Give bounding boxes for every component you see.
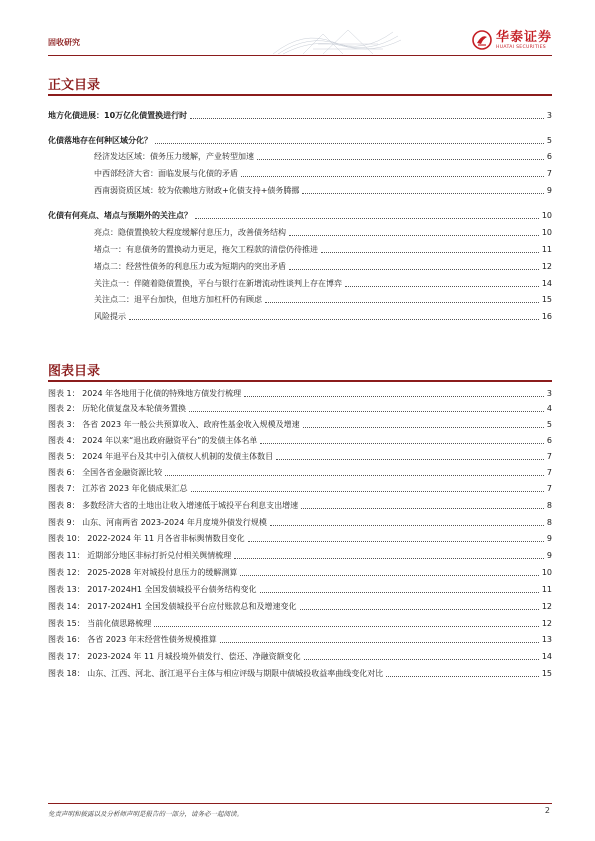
entry-page-number: 13 (541, 635, 552, 644)
dot-leader (234, 558, 544, 559)
dot-leader (289, 235, 539, 236)
dot-leader (300, 609, 539, 610)
dot-leader (301, 508, 544, 509)
entry-title: 风险提示 (94, 312, 126, 321)
dot-leader (257, 159, 544, 160)
dot-leader (302, 193, 544, 194)
toc-entry[interactable] (94, 293, 552, 305)
entry-page-number: 12 (541, 602, 552, 611)
toc-title-rule (48, 94, 552, 96)
entry-page-number: 15 (541, 669, 552, 678)
dot-leader (276, 459, 544, 460)
page-header (48, 28, 552, 64)
entry-page-number: 12 (541, 262, 552, 271)
figure-entry[interactable] (48, 549, 552, 561)
dot-leader (321, 252, 539, 253)
toc-entry[interactable] (94, 260, 552, 272)
dot-leader (248, 541, 544, 542)
entry-title: 图表 2： 历轮化债复盘及本轮债务置换 (48, 404, 187, 413)
dot-leader (303, 427, 544, 428)
toc-entry[interactable] (94, 167, 552, 179)
figure-entry[interactable] (48, 667, 552, 679)
footer-disclaimer: 免责声明和披露以及分析师声明是报告的一部分，请务必一起阅读。 (48, 810, 243, 818)
dot-leader (304, 659, 539, 660)
entry-page-number: 16 (541, 312, 552, 321)
dot-leader (386, 676, 539, 677)
entry-title: 图表 4： 2024 年以来“退出政府融资平台”的发债主体名单 (48, 436, 258, 445)
entry-page-number: 6 (546, 436, 552, 445)
figure-entry[interactable] (48, 387, 552, 399)
entry-title: 堵点一：有息债务的置换动力更足，拖欠工程款的清偿仍待推进 (94, 245, 318, 254)
figure-entry[interactable] (48, 434, 552, 446)
entry-page-number: 3 (546, 111, 552, 120)
entry-page-number: 9 (546, 186, 552, 195)
toc-title: 正文目录 (48, 78, 101, 93)
dot-leader (244, 396, 544, 397)
figure-entry[interactable] (48, 566, 552, 578)
figures-title: 图表目录 (48, 364, 101, 379)
entry-title: 图表 17： 2023-2024 年 11 月城投境外债发行、偿还、净融资额变化 (48, 652, 301, 661)
footer-divider (48, 803, 552, 804)
entry-page-number: 8 (546, 501, 552, 510)
dot-leader (155, 143, 544, 144)
logo-mark-icon (472, 30, 492, 50)
dot-leader (289, 269, 539, 270)
figure-entry[interactable] (48, 418, 552, 430)
figure-entry[interactable] (48, 466, 552, 478)
toc-entry[interactable] (48, 209, 552, 221)
dot-leader (189, 411, 544, 412)
entry-title: 图表 15： 当前化债思路梳理 (48, 619, 152, 628)
figure-entry[interactable] (48, 583, 552, 595)
toc-entry[interactable] (94, 277, 552, 289)
entry-page-number: 9 (546, 534, 552, 543)
figure-entry[interactable] (48, 633, 552, 645)
entry-page-number: 6 (546, 152, 552, 161)
entry-title: 经济发达区域：债务压力缓解，产业转型加速 (94, 152, 254, 161)
page-number: 2 (544, 806, 550, 815)
dot-leader (191, 491, 544, 492)
dot-leader (129, 319, 539, 320)
entry-page-number: 10 (541, 211, 552, 220)
entry-page-number: 7 (546, 452, 552, 461)
entry-page-number: 11 (541, 245, 552, 254)
entry-page-number: 7 (546, 169, 552, 178)
entry-title: 图表 8： 多数经济大省的土地出让收入增速低于城投平台利息支出增速 (48, 501, 299, 510)
dot-leader (190, 118, 544, 119)
huatai-logo (472, 30, 552, 51)
entry-page-number: 15 (541, 295, 552, 304)
toc-entry[interactable] (48, 109, 552, 121)
entry-title: 图表 12： 2025-2028 年对城投付息压力的缓解测算 (48, 568, 238, 577)
dot-leader (260, 592, 539, 593)
figure-entry[interactable] (48, 600, 552, 612)
entry-title: 堵点二：经营性债务的利息压力或为短期内的突出矛盾 (94, 262, 286, 271)
entry-title: 图表 13： 2017-2024H1 全国发债城投平台债务结构变化 (48, 585, 257, 594)
dot-leader (154, 626, 539, 627)
entry-title: 化债落地存在何种区域分化？ (48, 136, 152, 145)
entry-page-number: 12 (541, 619, 552, 628)
entry-title: 亮点：隐债置换较大程度缓解付息压力，改善债务结构 (94, 228, 286, 237)
entry-title: 图表 10： 2022-2024 年 11 月各省非标舆情数目变化 (48, 534, 245, 543)
figure-entry[interactable] (48, 450, 552, 462)
figure-entry[interactable] (48, 532, 552, 544)
toc-entry[interactable] (94, 226, 552, 238)
entry-title: 图表 11： 近期部分地区非标打折兑付相关舆情梳理 (48, 551, 232, 560)
entry-title: 图表 1： 2024 年各地用于化债的特殊地方债发行梳理 (48, 389, 242, 398)
entry-title: 西南弱资质区域：较为依赖地方财政+化债支持+债务腾挪 (94, 186, 300, 195)
dot-leader (260, 443, 544, 444)
entry-page-number: 14 (541, 652, 552, 661)
dot-leader (265, 302, 539, 303)
dot-leader (195, 218, 539, 219)
figure-entry[interactable] (48, 499, 552, 511)
entry-title: 图表 9： 山东、河南两省 2023-2024 年月度境外债发行规模 (48, 518, 267, 527)
entry-title: 图表 5： 2024 年退平台及其中引入债权人机制的发债主体数目 (48, 452, 274, 461)
dot-leader (345, 286, 539, 287)
entry-title: 图表 7： 江苏省 2023 年化债成果汇总 (48, 484, 188, 493)
entry-page-number: 4 (546, 404, 552, 413)
entry-page-number: 10 (541, 228, 552, 237)
figure-entry[interactable] (48, 650, 552, 662)
entry-title: 图表 3： 各省 2023 年一般公共预算收入、政府性基金收入规模及增速 (48, 420, 300, 429)
header-divider (48, 55, 552, 56)
dot-leader (165, 475, 544, 476)
entry-page-number: 9 (546, 551, 552, 560)
entry-title: 中西部经济大省：面临发展与化债的矛盾 (94, 169, 238, 178)
entry-title: 化债有何亮点、堵点与预期外的关注点？ (48, 211, 192, 220)
entry-page-number: 5 (546, 420, 552, 429)
toc-entry[interactable] (48, 134, 552, 146)
toc-entry[interactable] (94, 150, 552, 162)
entry-page-number: 7 (546, 468, 552, 477)
logo-chinese-name: 华泰证券 (495, 30, 552, 45)
toc-entry[interactable] (94, 243, 552, 255)
entry-title: 关注点一：伴随着隐债置换，平台与银行在新增流动性谈判上存在博弈 (94, 279, 342, 288)
figure-entry[interactable] (48, 482, 552, 494)
dot-leader (240, 575, 538, 576)
entry-page-number: 7 (546, 484, 552, 493)
figures-title-rule (48, 380, 552, 382)
toc-entry[interactable] (94, 184, 552, 196)
entry-page-number: 10 (541, 568, 552, 577)
entry-page-number: 14 (541, 279, 552, 288)
entry-page-number: 3 (546, 389, 552, 398)
toc-entry[interactable] (94, 310, 552, 322)
dot-leader (220, 642, 539, 643)
logo-english-name: HUATAI SECURITIES (495, 45, 547, 50)
entry-title: 图表 6： 全国各省金融资源比较 (48, 468, 163, 477)
entry-title: 图表 16： 各省 2023 年末经营性债务规模推算 (48, 635, 217, 644)
dot-leader (270, 525, 544, 526)
header-label: 固收研究 (48, 38, 80, 47)
entry-title: 地方化债进展：10万亿化债置换进行时 (48, 111, 188, 120)
entry-title: 图表 14： 2017-2024H1 全国发债城投平台应付账款总和及增速变化 (48, 602, 297, 611)
entry-page-number: 8 (546, 518, 552, 527)
entry-page-number: 5 (546, 136, 552, 145)
figure-entry[interactable] (48, 402, 552, 414)
entry-title: 图表 18： 山东、江西、河北、浙江退平台主体与相应评级与期限中债城投收益率曲线变化对比 (48, 669, 384, 678)
entry-title: 关注点二：退平台加快，但地方加杠杆仍有顾虑 (94, 295, 262, 304)
figure-entry[interactable] (48, 516, 552, 528)
header-decoration-graphic (263, 28, 403, 56)
figure-entry[interactable] (48, 617, 552, 629)
dot-leader (241, 176, 544, 177)
entry-page-number: 11 (541, 585, 552, 594)
